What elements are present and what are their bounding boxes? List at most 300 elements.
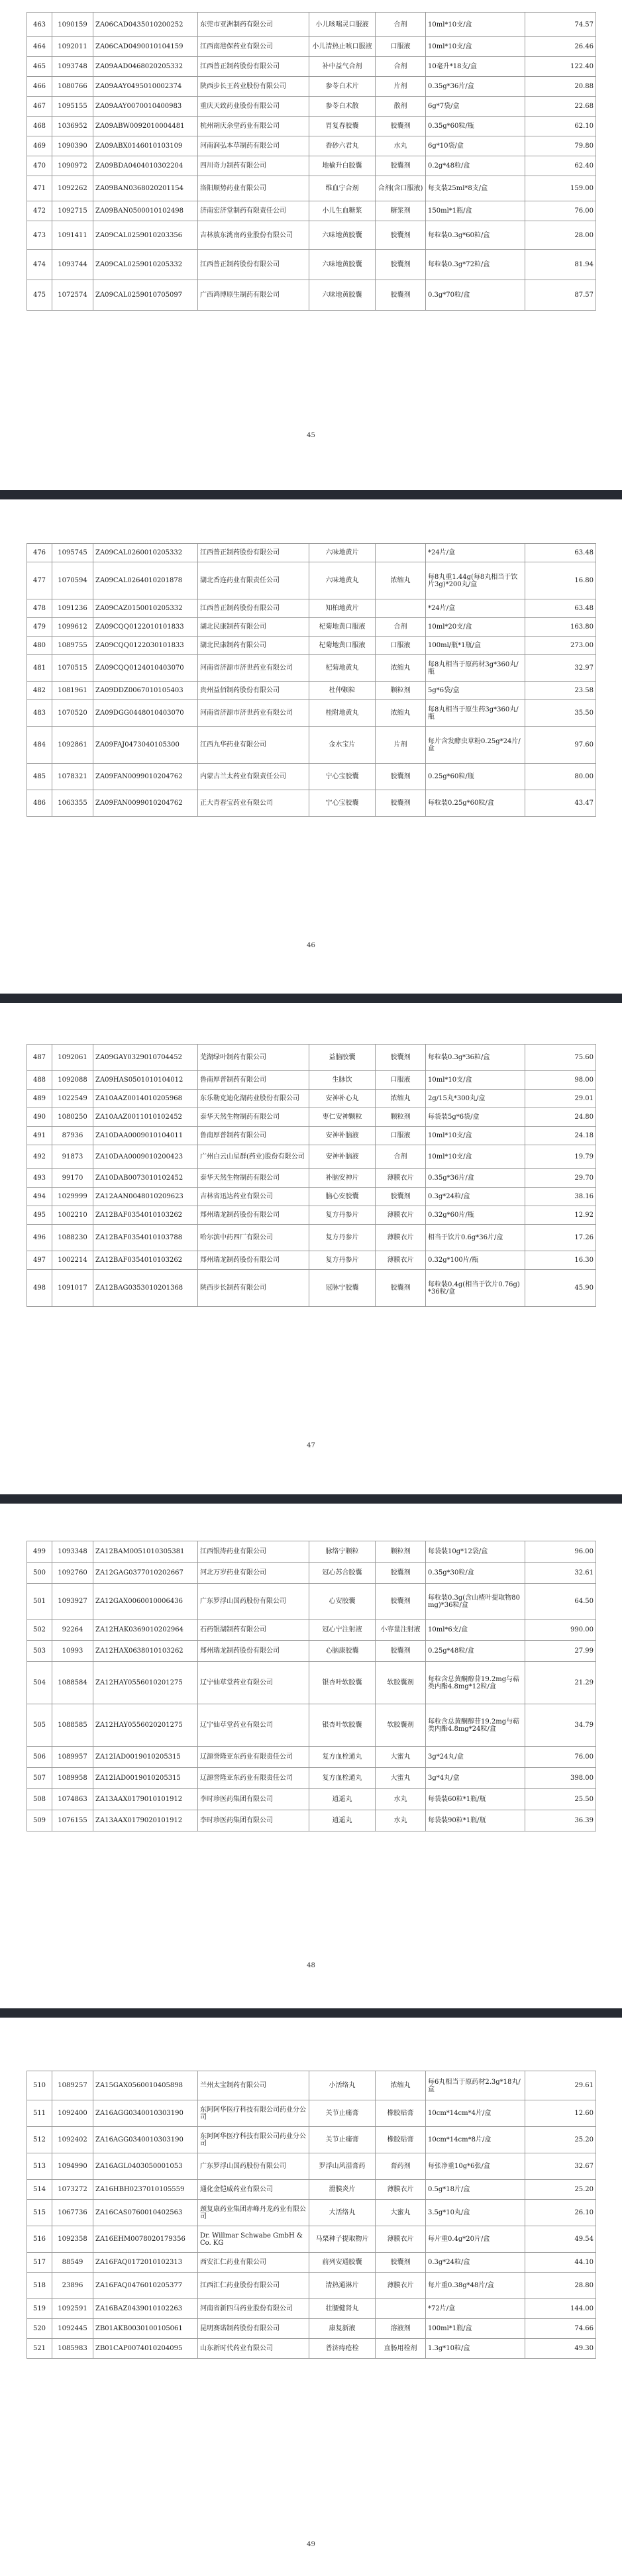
table-row — [27, 2200, 596, 2226]
company-cell: 重庆天致药业股份有限公司 — [198, 97, 309, 117]
price-cell: 81.94 — [525, 250, 596, 280]
drug-name-cell: 六味地黄胶囊 — [309, 250, 376, 280]
product-code-cell: 1070515 — [52, 655, 93, 682]
drug-code-cell: ZA09CAL0259010203356 — [93, 221, 198, 250]
dosage-form-cell: 合剂 — [376, 618, 426, 637]
price-cell: 163.80 — [525, 618, 596, 637]
drug-name-cell: 心安胶囊 — [309, 1584, 376, 1620]
specification-cell: 100ml/瓶*1瓶/盒 — [426, 637, 525, 655]
drug-code-cell: ZA16BAZ0439010102263 — [93, 2299, 198, 2319]
dosage-form-cell: 胶囊剂 — [376, 790, 426, 817]
product-code-cell: 1092061 — [52, 1045, 93, 1071]
serial-cell: 517 — [27, 2253, 52, 2273]
specification-cell: 每袋装60粒*1瓶/瓶 — [426, 1789, 525, 1810]
dosage-form-cell: 水丸 — [376, 1789, 426, 1810]
price-cell: 62.10 — [525, 117, 596, 136]
drug-name-cell: 复方丹参片 — [309, 1251, 376, 1270]
dosage-form-cell: 口服液 — [376, 37, 426, 57]
drug-code-cell: ZA12BAG0353010201368 — [93, 1270, 198, 1307]
product-code-cell: 1092591 — [52, 2299, 93, 2319]
company-cell: 内蒙古兰太药业有限责任公司 — [198, 764, 309, 790]
drug-name-cell: 安神补脑液 — [309, 1127, 376, 1145]
company-cell: 江西九华药业有限公司 — [198, 727, 309, 764]
product-code-cell: 1022549 — [52, 1090, 93, 1108]
company-cell: 河南省济源市济世药业有限公司 — [198, 655, 309, 682]
price-cell: 144.00 — [525, 2299, 596, 2319]
product-code-cell: 1089957 — [52, 1747, 93, 1768]
dosage-form-cell — [376, 599, 426, 618]
page-separator — [0, 490, 622, 499]
drug-name-cell: 安神补心丸 — [309, 1090, 376, 1108]
drug-name-cell: 六味地黄片 — [309, 544, 376, 562]
product-code-cell: 1099612 — [52, 618, 93, 637]
serial-cell: 466 — [27, 77, 52, 97]
company-cell: 东阿阿华医疗科技有限公司药业分公司 — [198, 2100, 309, 2127]
product-code-cell: 1029999 — [52, 1188, 93, 1206]
drug-name-cell: 小儿咳喘灵口服液 — [309, 13, 376, 37]
specification-cell: 0.35g*60粒/瓶 — [426, 117, 525, 136]
drug-price-table — [26, 1541, 596, 1831]
drug-name-cell: 清热通淋片 — [309, 2273, 376, 2299]
specification-cell: 10ml*20支/盒 — [426, 618, 525, 637]
serial-cell: 479 — [27, 618, 52, 637]
specification-cell: 100ml*1瓶/盒 — [426, 2319, 525, 2339]
product-code-cell: 91873 — [52, 1145, 93, 1169]
price-cell: 63.48 — [525, 599, 596, 618]
company-cell: 芜湖绿叶制药有限公司 — [198, 1045, 309, 1071]
product-code-cell: 1092358 — [52, 2226, 93, 2253]
dosage-form-cell: 直肠用栓剂 — [376, 2339, 426, 2359]
drug-code-cell: ZA12BAM0051010305381 — [93, 1541, 198, 1563]
specification-cell: 每粒含总黄酮醇苷19.2mg与萜类内酯4.8mg*12粒/盒 — [426, 1662, 525, 1704]
table-row — [27, 250, 596, 280]
drug-code-cell: ZA09CQQ0122030101833 — [93, 637, 198, 655]
table-row — [27, 2153, 596, 2180]
price-cell: 29.01 — [525, 1090, 596, 1108]
specification-cell: 每片重0.38g*48片/盒 — [426, 2273, 525, 2299]
serial-cell: 501 — [27, 1584, 52, 1620]
specification-cell: 10ml*10支/盒 — [426, 37, 525, 57]
dosage-form-cell: 胶囊剂 — [376, 2253, 426, 2273]
company-cell: 通化金恺威药业有限公司 — [198, 2180, 309, 2200]
serial-cell: 469 — [27, 136, 52, 156]
serial-cell: 516 — [27, 2226, 52, 2253]
product-code-cell: 23896 — [52, 2273, 93, 2299]
dosage-form-cell: 片剂 — [376, 727, 426, 764]
product-code-cell: 1088585 — [52, 1704, 93, 1747]
price-cell: 20.88 — [525, 77, 596, 97]
specification-cell: 10cm*14cm*4片/盒 — [426, 2100, 525, 2127]
table-row — [27, 1225, 596, 1251]
drug-name-cell: 复方丹参片 — [309, 1225, 376, 1251]
price-cell: 36.39 — [525, 1810, 596, 1831]
specification-cell: 相当于饮片0.6g*36片/盒 — [426, 1225, 525, 1251]
price-cell: 96.00 — [525, 1541, 596, 1563]
table-row — [27, 599, 596, 618]
company-cell: 郑州瑞龙制药股份有限公司 — [198, 1206, 309, 1225]
page-number: 45 — [307, 432, 315, 439]
drug-price-table — [26, 2071, 596, 2359]
drug-name-cell: 复方丹参片 — [309, 1206, 376, 1225]
specification-cell: 每片重0.4g*20片/盒 — [426, 2226, 525, 2253]
price-cell: 25.50 — [525, 1789, 596, 1810]
table-row — [27, 1270, 596, 1307]
table-row — [27, 2299, 596, 2319]
drug-code-cell: ZA09AAY0495010002374 — [93, 77, 198, 97]
table-row — [27, 1108, 596, 1127]
table-row — [27, 201, 596, 221]
price-cell: 74.66 — [525, 2319, 596, 2339]
price-cell: 29.70 — [525, 1169, 596, 1188]
specification-cell: 2g/15丸*300丸/盒 — [426, 1090, 525, 1108]
drug-code-cell: ZA16FAQ0476010205377 — [93, 2273, 198, 2299]
price-cell: 159.00 — [525, 176, 596, 201]
drug-name-cell: 枣仁安神颗粒 — [309, 1108, 376, 1127]
serial-cell: 495 — [27, 1206, 52, 1225]
price-cell: 17.26 — [525, 1225, 596, 1251]
table-row — [27, 2071, 596, 2100]
drug-code-cell: ZA09ABX0146010103109 — [93, 136, 198, 156]
product-code-cell: 1078321 — [52, 764, 93, 790]
table-row — [27, 2100, 596, 2127]
dosage-form-cell: 口服液 — [376, 637, 426, 655]
table-row — [27, 727, 596, 764]
serial-cell: 485 — [27, 764, 52, 790]
drug-name-cell: 金水宝片 — [309, 727, 376, 764]
company-cell: 辽宁仙草堂药业有限公司 — [198, 1662, 309, 1704]
serial-cell: 475 — [27, 280, 52, 311]
drug-code-cell: ZA10AAZ0014010205968 — [93, 1090, 198, 1108]
dosage-form-cell: 薄膜衣片 — [376, 2273, 426, 2299]
product-code-cell: 1090390 — [52, 136, 93, 156]
drug-code-cell: ZA09BAN0500010102498 — [93, 201, 198, 221]
specification-cell: 每粒装0.3g*36粒/盒 — [426, 1045, 525, 1071]
specification-cell: 10ml*6支/盒 — [426, 1620, 525, 1641]
specification-cell: 6g*7袋/盒 — [426, 97, 525, 117]
specification-cell: 每支装25ml*8支/盒 — [426, 176, 525, 201]
table-row — [27, 1169, 596, 1188]
specification-cell: 0.5g*18片/盒 — [426, 2180, 525, 2200]
company-cell: 湖北民康制药有限公司 — [198, 618, 309, 637]
drug-name-cell: 康复新液 — [309, 2319, 376, 2339]
company-cell: 洛阳顺势药业有限公司 — [198, 176, 309, 201]
drug-price-table — [26, 12, 596, 311]
specification-cell: 10ml*10支/盒 — [426, 13, 525, 37]
serial-cell: 486 — [27, 790, 52, 817]
serial-cell: 505 — [27, 1704, 52, 1747]
price-cell: 34.79 — [525, 1704, 596, 1747]
serial-cell: 498 — [27, 1270, 52, 1307]
company-cell: 昆明赛诺制药股份有限公司 — [198, 2319, 309, 2339]
page-separator — [0, 1494, 622, 1504]
price-cell: 21.29 — [525, 1662, 596, 1704]
page-number: 49 — [307, 2541, 315, 2548]
company-cell: 江西普正制药股份有限公司 — [198, 599, 309, 618]
company-cell: 郑州瑞龙制药股份有限公司 — [198, 1641, 309, 1662]
product-code-cell: 1092402 — [52, 2127, 93, 2153]
dosage-form-cell: 胶囊剂 — [376, 1584, 426, 1620]
drug-name-cell: 宁心宝胶囊 — [309, 790, 376, 817]
table-row — [27, 2273, 596, 2299]
product-code-cell: 1092262 — [52, 176, 93, 201]
drug-name-cell: 杜仲颗粒 — [309, 682, 376, 700]
company-cell: 吉林敖东洮南药业股份有限公司 — [198, 221, 309, 250]
company-cell: 广东罗浮山国药股份有限公司 — [198, 2153, 309, 2180]
product-code-cell: 1092011 — [52, 37, 93, 57]
dosage-form-cell: 薄膜衣片 — [376, 1206, 426, 1225]
serial-cell: 515 — [27, 2200, 52, 2226]
company-cell: 河南省新四马药业股份有限公司 — [198, 2299, 309, 2319]
table-row — [27, 1768, 596, 1789]
product-code-cell: 1063355 — [52, 790, 93, 817]
company-cell: 吉林省迅达药业有限公司 — [198, 1188, 309, 1206]
serial-cell: 504 — [27, 1662, 52, 1704]
company-cell: 陕西步长王药业股份有限公司 — [198, 77, 309, 97]
price-cell: 28.00 — [525, 221, 596, 250]
table-row — [27, 562, 596, 599]
drug-code-cell: ZA12BAF0354010103262 — [93, 1206, 198, 1225]
specification-cell: 10ml*10支/盒 — [426, 1071, 525, 1090]
product-code-cell: 1070520 — [52, 700, 93, 727]
dosage-form-cell: 薄膜衣片 — [376, 2180, 426, 2200]
company-cell: 贵州益佰制药股份有限公司 — [198, 682, 309, 700]
drug-code-cell: ZA12GAG0377010202667 — [93, 1563, 198, 1584]
dosage-form-cell: 大蜜丸 — [376, 1768, 426, 1789]
specification-cell: 每粒装0.3g*72粒/盒 — [426, 250, 525, 280]
product-code-cell: 1072574 — [52, 280, 93, 311]
company-cell: 济南宏济堂制药有限责任公司 — [198, 201, 309, 221]
table-row — [27, 97, 596, 117]
company-cell: 哈尔滨中药四厂有限公司 — [198, 1225, 309, 1251]
table-row — [27, 700, 596, 727]
dosage-form-cell: 糖浆剂 — [376, 201, 426, 221]
drug-code-cell: ZA09CQQ0124010403070 — [93, 655, 198, 682]
product-code-cell: 1080250 — [52, 1108, 93, 1127]
dosage-form-cell: 合剂 — [376, 57, 426, 77]
company-cell: 李时珍医药集团有限公司 — [198, 1789, 309, 1810]
drug-name-cell: 香砂六君丸 — [309, 136, 376, 156]
product-code-cell: 1085983 — [52, 2339, 93, 2359]
price-cell: 28.80 — [525, 2273, 596, 2299]
serial-cell: 496 — [27, 1225, 52, 1251]
price-cell: 64.50 — [525, 1584, 596, 1620]
price-cell: 74.57 — [525, 13, 596, 37]
specification-cell: 每8丸重1.44g(每8丸相当于饮片3g)*200丸/盒 — [426, 562, 525, 599]
serial-cell: 513 — [27, 2153, 52, 2180]
product-code-cell: 1092400 — [52, 2100, 93, 2127]
serial-cell: 518 — [27, 2273, 52, 2299]
product-code-cell: 1092715 — [52, 201, 93, 221]
specification-cell: 3.5g*10丸/盒 — [426, 2200, 525, 2226]
company-cell: 江西银涛药业有限公司 — [198, 1541, 309, 1563]
specification-cell: 3g*24丸/盒 — [426, 1747, 525, 1768]
table-row — [27, 682, 596, 700]
table-row — [27, 176, 596, 201]
company-cell: 河南省济源市济世药业有限公司 — [198, 700, 309, 727]
company-cell: 四川奇力制药有限公司 — [198, 156, 309, 176]
specification-cell: 每8丸相当于原生药3g*360丸/瓶 — [426, 700, 525, 727]
dosage-form-cell: 大蜜丸 — [376, 1747, 426, 1768]
specification-cell: 每片含发酵虫草粉0.25g*24片/盒 — [426, 727, 525, 764]
price-cell: 25.20 — [525, 2127, 596, 2153]
dosage-form-cell: 小容量注射液 — [376, 1620, 426, 1641]
drug-code-cell: ZA09GAY0329010704452 — [93, 1045, 198, 1071]
product-code-cell: 1093927 — [52, 1584, 93, 1620]
product-code-cell: 1092861 — [52, 727, 93, 764]
company-cell: 江西普正制药股份有限公司 — [198, 544, 309, 562]
price-cell: 23.58 — [525, 682, 596, 700]
drug-code-cell: ZA09DGG0448010403070 — [93, 700, 198, 727]
product-code-cell: 1080766 — [52, 77, 93, 97]
specification-cell: 0.32g*100片/瓶 — [426, 1251, 525, 1270]
dosage-form-cell: 水丸 — [376, 1810, 426, 1831]
product-code-cell: 1081961 — [52, 682, 93, 700]
specification-cell: 10ml*10支/盒 — [426, 1127, 525, 1145]
drug-code-cell: ZA16HBH0237010105559 — [93, 2180, 198, 2200]
price-cell: 44.10 — [525, 2253, 596, 2273]
drug-name-cell: 复方血栓通丸 — [309, 1747, 376, 1768]
drug-code-cell: ZA09HAS0501010104012 — [93, 1071, 198, 1090]
dosage-form-cell: 浓缩丸 — [376, 562, 426, 599]
price-cell: 97.60 — [525, 727, 596, 764]
table-row — [27, 1810, 596, 1831]
product-code-cell: 1092088 — [52, 1071, 93, 1090]
drug-name-cell: 杞菊地黄口服液 — [309, 618, 376, 637]
drug-code-cell: ZA09CAL0259010705097 — [93, 280, 198, 311]
specification-cell: 0.3g*70粒/盒 — [426, 280, 525, 311]
serial-cell: 480 — [27, 637, 52, 655]
drug-code-cell: ZA09FAN0099010204762 — [93, 790, 198, 817]
drug-name-cell: 六味地黄胶囊 — [309, 280, 376, 311]
drug-code-cell: ZA15GAX0560010405898 — [93, 2071, 198, 2100]
dosage-form-cell: 片剂 — [376, 77, 426, 97]
dosage-form-cell: 浓缩丸 — [376, 700, 426, 727]
company-cell: 山东新时代药业有限公司 — [198, 2339, 309, 2359]
price-cell: 32.67 — [525, 2153, 596, 2180]
specification-cell: 10毫升*18支/盒 — [426, 57, 525, 77]
price-cell: 62.40 — [525, 156, 596, 176]
serial-cell: 471 — [27, 176, 52, 201]
dosage-form-cell: 胶囊剂 — [376, 1563, 426, 1584]
table-row — [27, 1662, 596, 1704]
table-row — [27, 57, 596, 77]
company-cell: 东乐勒克迪化湖药业股份有限公司 — [198, 1090, 309, 1108]
serial-cell: 477 — [27, 562, 52, 599]
price-cell: 63.48 — [525, 544, 596, 562]
specification-cell: 10ml*10支/盒 — [426, 1145, 525, 1169]
drug-name-cell: 脑心安胶囊 — [309, 1188, 376, 1206]
product-code-cell: 87936 — [52, 1127, 93, 1145]
drug-name-cell: 冠心宁注射液 — [309, 1620, 376, 1641]
drug-name-cell: 六味地黄丸 — [309, 562, 376, 599]
dosage-form-cell: 胶囊剂 — [376, 156, 426, 176]
company-cell: 辽宁仙草堂药业有限公司 — [198, 1704, 309, 1747]
drug-name-cell: 胃复春胶囊 — [309, 117, 376, 136]
drug-code-cell: ZA16CAS0760010402563 — [93, 2200, 198, 2226]
specification-cell: 0.35g*36片/盒 — [426, 77, 525, 97]
drug-name-cell: 复方血栓通丸 — [309, 1768, 376, 1789]
drug-name-cell: 壮腰健肾丸 — [309, 2299, 376, 2319]
serial-cell: 514 — [27, 2180, 52, 2200]
drug-code-cell: ZA16FAQ0172010102313 — [93, 2253, 198, 2273]
company-cell: 陕西步长制药有限公司 — [198, 1270, 309, 1307]
drug-code-cell: ZA10DAA0009010200423 — [93, 1145, 198, 1169]
drug-code-cell: ZA09AAD0468020205332 — [93, 57, 198, 77]
drug-name-cell: 逍遥丸 — [309, 1789, 376, 1810]
price-cell: 38.16 — [525, 1188, 596, 1206]
drug-name-cell: 银杏叶软胶囊 — [309, 1704, 376, 1747]
specification-cell: 0.35g*36片/盒 — [426, 1169, 525, 1188]
drug-name-cell: 补脑安神片 — [309, 1169, 376, 1188]
dosage-form-cell: 口服液 — [376, 1127, 426, 1145]
company-cell: Dr. Willmar Schwabe GmbH & Co. KG — [198, 2226, 309, 2253]
drug-code-cell: ZA06CAD0490010104159 — [93, 37, 198, 57]
drug-code-cell: ZA12IAD0019010205315 — [93, 1768, 198, 1789]
drug-name-cell: 杞菊地黄丸 — [309, 655, 376, 682]
price-cell: 12.60 — [525, 2100, 596, 2127]
table-row — [27, 1071, 596, 1090]
serial-cell: 520 — [27, 2319, 52, 2339]
dosage-form-cell: 胶囊剂 — [376, 1641, 426, 1662]
table-row — [27, 1045, 596, 1071]
price-cell: 80.00 — [525, 764, 596, 790]
drug-name-cell: 生脉饮 — [309, 1071, 376, 1090]
serial-cell: 512 — [27, 2127, 52, 2153]
table-row — [27, 2180, 596, 2200]
product-code-cell: 99170 — [52, 1169, 93, 1188]
price-cell: 32.97 — [525, 655, 596, 682]
specification-cell: 每袋装5g*6袋/盒 — [426, 1108, 525, 1127]
page-separator — [0, 2008, 622, 2018]
drug-code-cell: ZA12BAF0354010103262 — [93, 1251, 198, 1270]
price-cell: 75.60 — [525, 1045, 596, 1071]
serial-cell: 484 — [27, 727, 52, 764]
table-row — [27, 1541, 596, 1563]
price-cell: 35.50 — [525, 700, 596, 727]
serial-cell: 493 — [27, 1169, 52, 1188]
product-code-cell: 1092445 — [52, 2319, 93, 2339]
drug-code-cell: ZA10AAZ0011010102452 — [93, 1108, 198, 1127]
drug-name-cell: 补中益气合剂 — [309, 57, 376, 77]
company-cell: 泰华天然生物制药有限公司 — [198, 1108, 309, 1127]
drug-code-cell: ZA09BAN0368020201154 — [93, 176, 198, 201]
serial-cell: 474 — [27, 250, 52, 280]
drug-code-cell: ZA12IAD0019010205315 — [93, 1747, 198, 1768]
specification-cell: 每粒装0.25g*60粒/盒 — [426, 790, 525, 817]
product-code-cell: 88549 — [52, 2253, 93, 2273]
dosage-form-cell: 胶囊剂 — [376, 250, 426, 280]
price-cell: 273.00 — [525, 637, 596, 655]
price-cell: 27.99 — [525, 1641, 596, 1662]
company-cell: 杭州胡庆余堂药业有限公司 — [198, 117, 309, 136]
dosage-form-cell: 溶液剂 — [376, 2319, 426, 2339]
table-row — [27, 1090, 596, 1108]
dosage-form-cell: 散剂 — [376, 97, 426, 117]
company-cell: 湖北香连药业有限责任公司 — [198, 562, 309, 599]
drug-code-cell: ZA12HAY0556020201275 — [93, 1704, 198, 1747]
company-cell: 河南润弘本草制药有限公司 — [198, 136, 309, 156]
drug-code-cell: ZA16AGG0340010303190 — [93, 2127, 198, 2153]
product-code-cell: 92264 — [52, 1620, 93, 1641]
specification-cell: 0.32g*60片/瓶 — [426, 1206, 525, 1225]
price-cell: 16.80 — [525, 562, 596, 599]
price-cell: 24.80 — [525, 1108, 596, 1127]
dosage-form-cell: 口服液 — [376, 1071, 426, 1090]
drug-name-cell: 关节止痛膏 — [309, 2127, 376, 2153]
price-cell: 32.61 — [525, 1563, 596, 1584]
serial-cell: 521 — [27, 2339, 52, 2359]
specification-cell: 0.3g*24粒/盒 — [426, 2253, 525, 2273]
